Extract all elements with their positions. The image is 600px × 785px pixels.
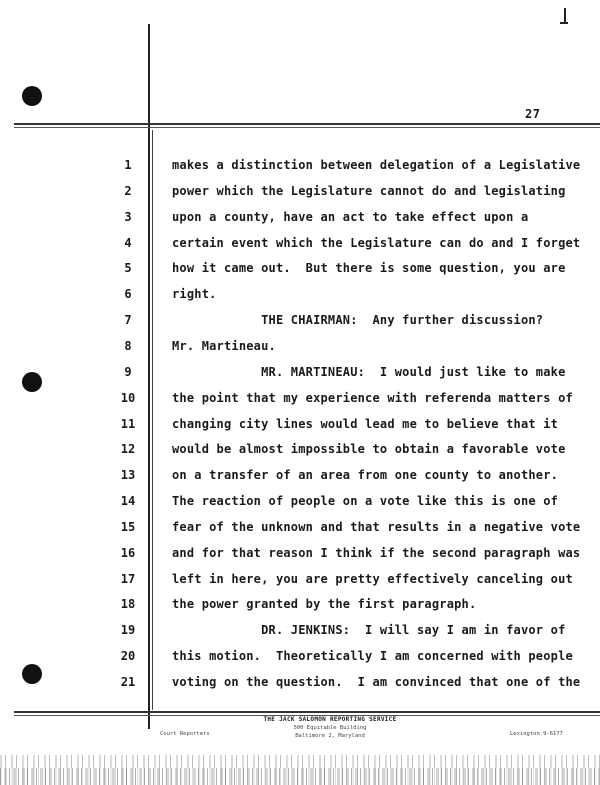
line-text: power which the Legislature cannot do and legislating <box>172 184 566 198</box>
line-number: 15 <box>120 520 136 534</box>
line-text: DR. JENKINS: I will say I am in favor of <box>172 623 566 637</box>
corner-mark <box>564 8 566 22</box>
line-number: 12 <box>120 442 136 456</box>
line-text: would be almost impossible to obtain a favorable vote <box>172 442 566 456</box>
line-text: this motion. Theoretically I am concerned with people <box>172 649 573 663</box>
footer-city: Baltimore 2, Maryland <box>295 733 365 739</box>
line-text: changing city lines would lead me to believe that it <box>172 417 559 431</box>
line-number: 14 <box>120 494 136 508</box>
line-text: voting on the question. I am convinced that one of the <box>172 675 581 689</box>
line-number: 9 <box>124 365 132 379</box>
line-number: 16 <box>120 546 136 560</box>
line-number: 10 <box>120 391 136 405</box>
line-number: 11 <box>120 417 136 431</box>
footer-address: 500 Equitable Building <box>293 725 367 731</box>
line-number: 2 <box>124 184 132 198</box>
line-text: certain event which the Legislature can do and I forget <box>172 236 581 250</box>
page-number: 27 <box>525 107 541 121</box>
left-margin-rule <box>148 24 150 729</box>
line-number: 18 <box>120 597 136 611</box>
footer-phone: Lexington 9-6177 <box>510 731 563 737</box>
line-text: The reaction of people on a vote like this is one of <box>172 494 559 508</box>
line-number: 21 <box>120 675 136 689</box>
line-text: fear of the unknown and that results in a negative vote <box>172 520 581 534</box>
line-text: upon a county, have an act to take effect upon a <box>172 210 529 224</box>
line-text: THE CHAIRMAN: Any further discussion? <box>172 313 544 327</box>
line-text: how it came out. But there is some question, you are <box>172 261 566 275</box>
binder-hole-top <box>22 86 42 106</box>
line-number: 3 <box>124 210 132 224</box>
line-text: Mr. Martineau. <box>172 339 276 353</box>
line-number: 13 <box>120 468 136 482</box>
footer-title: THE JACK SALOMON REPORTING SERVICE <box>263 716 397 723</box>
line-number: 5 <box>124 261 132 275</box>
corner-mark-base <box>560 22 568 24</box>
footer-left-label: Court Reporters <box>160 731 210 737</box>
top-rule <box>14 123 600 125</box>
line-text: makes a distinction between delegation of a Legislative <box>172 158 581 172</box>
bottom-rule <box>14 711 600 713</box>
line-number: 1 <box>124 158 132 172</box>
line-number: 4 <box>124 236 132 250</box>
line-number: 17 <box>120 572 136 586</box>
line-number: 6 <box>124 287 132 301</box>
top-rule-inner <box>14 127 600 128</box>
line-number: 7 <box>124 313 132 327</box>
left-margin-rule-inner <box>152 130 153 710</box>
line-number: 20 <box>120 649 136 663</box>
line-text: MR. MARTINEAU: I would just like to make <box>172 365 566 379</box>
scan-noise-lower <box>0 768 600 785</box>
line-text: on a transfer of an area from one county to another. <box>172 468 559 482</box>
binder-hole-bottom <box>22 664 42 684</box>
line-text: left in here, you are pretty effectively canceling out <box>172 572 573 586</box>
line-text: the power granted by the first paragraph. <box>172 597 477 611</box>
binder-hole-middle <box>22 372 42 392</box>
line-text: right. <box>172 287 217 301</box>
line-number: 19 <box>120 623 136 637</box>
line-number: 8 <box>124 339 132 353</box>
line-text: the point that my experience with referenda matters of <box>172 391 573 405</box>
line-text: and for that reason I think if the second paragraph was <box>172 546 581 560</box>
